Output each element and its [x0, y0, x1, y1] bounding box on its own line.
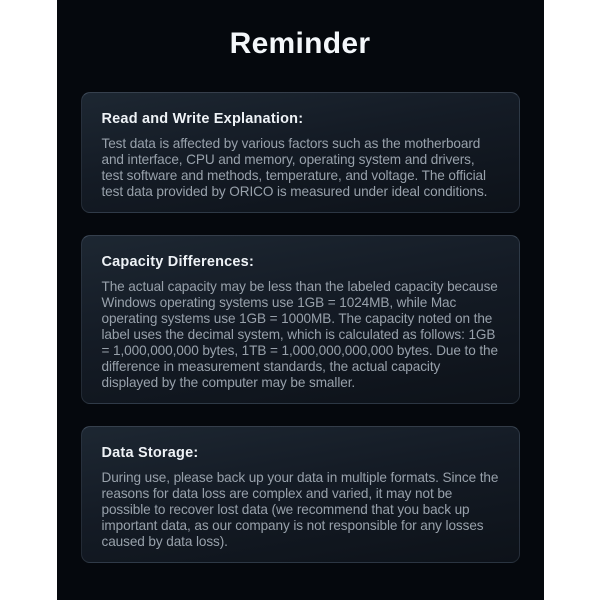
- page-title: Reminder: [229, 27, 371, 60]
- card-body: The actual capacity may be less than the labeled capacity because Windows operating systems use 1GB = 1024MB, while Mac operating systems use 1GB = 1000MB. The capacity noted on the label uses the decimal system, which is calculated as follows: 1GB = 1,000,000,000 bytes, 1TB = 1,000,000,000,000 bytes. Due to the difference in measurement standards, the actual capacity displayed by the computer may be smaller.: [101, 279, 498, 390]
- card-heading: Capacity Differences:: [101, 254, 254, 270]
- card-heading: Read and Write Explanation:: [101, 111, 304, 127]
- card-capacity-differences: [81, 235, 520, 404]
- card-body: During use, please back up your data in multiple formats. Since the reasons for data loss are complex and varied, it may not be possible to recover lost data (we recommend that you back up important data, as our company is not responsible for any losses caused by data loss).: [101, 470, 499, 549]
- card-list: [57, 92, 544, 563]
- reminder-panel: [57, 0, 544, 600]
- card-data-storage: [81, 426, 520, 563]
- card-body: Test data is affected by various factors such as the motherboard and interface, CPU and memory, operating system and drivers, test software and methods, temperature, and voltage. The official test data provided by ORICO is measured under ideal conditions.: [101, 136, 488, 199]
- card-heading: Data Storage:: [101, 445, 199, 461]
- card-read-write-explanation: [81, 92, 520, 213]
